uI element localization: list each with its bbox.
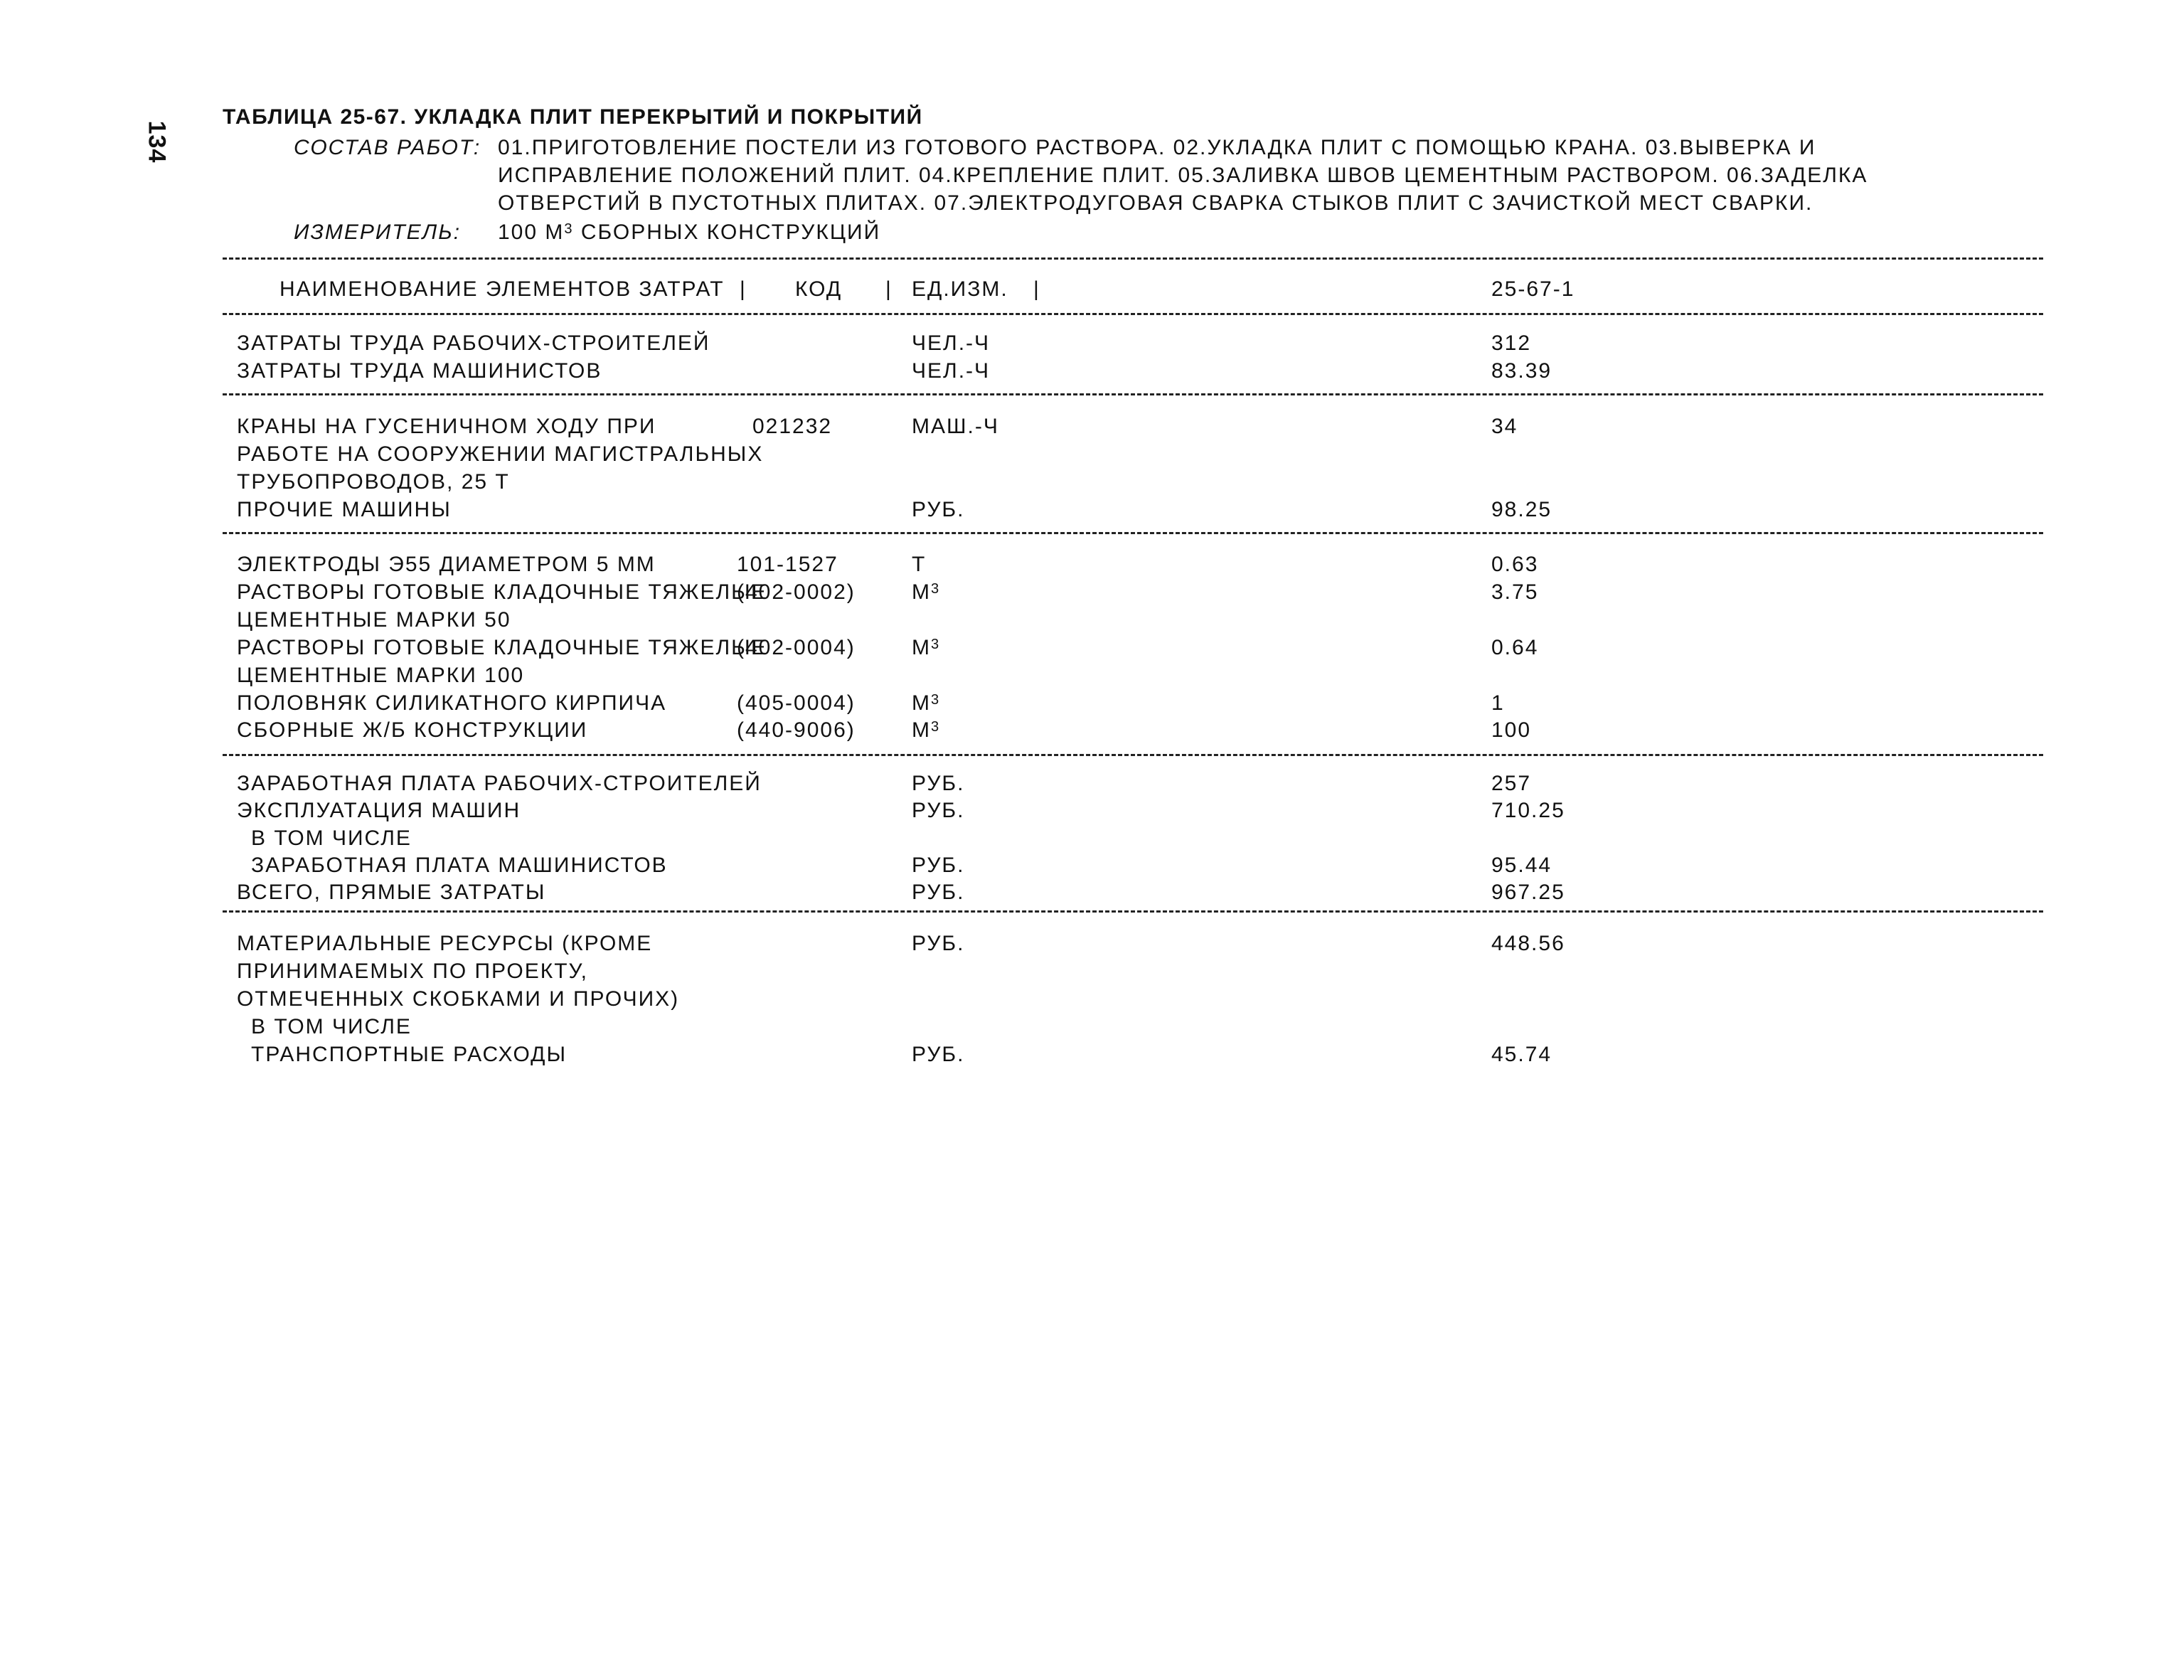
row-unit-text: РУБ. [912,772,965,795]
row-value: 98.25 [1491,498,1552,521]
row-unit-text: М [912,636,931,659]
row-unit-sup: 3 [931,637,941,652]
work-line-1: 01.ПРИГОТОВЛЕНИЕ ПОСТЕЛИ ИЗ ГОТОВОГО РАСТВОРА. 02.УКЛАДКА ПЛИТ С ПОМОЩЬЮ КРАНА. 03.ВЫВЕРКА И [498,136,1816,159]
row-value: 312 [1491,331,1532,355]
row-name: ОТМЕЧЕННЫХ СКОБКАМИ И ПРОЧИХ) [237,987,680,1011]
row-unit-text: ЧЕЛ.-Ч [912,359,991,383]
row-code: (402-0002) [737,580,856,604]
row-name: ЭКСПЛУАТАЦИЯ МАШИН [237,799,521,822]
divider [223,754,2043,756]
row-value: 967.25 [1491,881,1565,904]
row-unit [912,799,964,823]
divider [223,532,2043,534]
row-unit [912,718,940,743]
measure-unit: М [545,220,565,244]
row-unit-sup: 3 [931,719,941,735]
row-unit [912,854,964,878]
row-unit-text: РУБ. [912,1043,965,1066]
row-name: ЦЕМЕНТНЫЕ МАРКИ 100 [237,664,525,687]
divider [223,393,2043,395]
row-name: ЗАРАБОТНАЯ ПЛАТА РАБОЧИХ-СТРОИТЕЛЕЙ [237,772,762,795]
row-name: ЗАТРАТЫ ТРУДА МАШИНИСТОВ [237,359,602,383]
row-name: ТРАНСПОРТНЫЕ РАСХОДЫ [251,1043,568,1066]
row-value: 100 [1491,718,1532,742]
measure-label: ИЗМЕРИТЕЛЬ: [294,220,462,244]
row-value: 45.74 [1491,1043,1552,1066]
row-name: СБОРНЫЕ Ж/Б КОНСТРУКЦИИ [237,718,588,742]
row-unit [912,932,964,956]
row-value: 3.75 [1491,580,1539,604]
header-sep: | [1033,277,1040,301]
work-line-2: ИСПРАВЛЕНИЕ ПОЛОЖЕНИЙ ПЛИТ. 04.КРЕПЛЕНИЕ ПЛИТ. 05.ЗАЛИВКА ШВОВ ЦЕМЕНТНЫМ РАСТВОРОМ. 06.ЗАДЕЛКА [498,164,1868,187]
row-name: ЗАРАБОТНАЯ ПЛАТА МАШИНИСТОВ [251,854,668,877]
row-value: 1 [1491,691,1505,715]
row-name: ЗАТРАТЫ ТРУДА РАБОЧИХ-СТРОИТЕЛЕЙ [237,331,710,355]
row-name: РАБОТЕ НА СООРУЖЕНИИ МАГИСТРАЛЬНЫХ [237,442,764,466]
row-unit-text: ЧЕЛ.-Ч [912,331,991,355]
row-unit-text: РУБ. [912,854,965,877]
header-sep: | [740,277,747,301]
row-unit-text: Т [912,553,927,576]
row-value: 257 [1491,772,1532,795]
row-unit [912,636,940,660]
row-value: 448.56 [1491,932,1565,955]
page-number: 134 [143,120,171,164]
row-code: (440-9006) [737,718,856,742]
row-name: ЭЛЕКТРОДЫ Э55 ДИАМЕТРОМ 5 ММ [237,553,656,576]
row-unit [912,498,964,522]
row-unit [912,331,990,356]
measure-text [498,220,880,245]
divider [223,257,2043,260]
work-composition-label: СОСТАВ РАБОТ: [294,136,481,159]
header-unit: ЕД.ИЗМ. [912,277,1008,301]
row-unit-text: МАШ.-Ч [912,415,999,438]
measure-rest: СБОРНЫХ КОНСТРУКЦИЙ [580,220,881,244]
row-name: В ТОМ ЧИСЛЕ [251,1015,412,1038]
row-unit [912,691,940,716]
header-sep: | [885,277,893,301]
row-unit-text: М [912,691,931,715]
row-value: 0.64 [1491,636,1539,659]
row-unit [912,580,940,605]
row-name: ЦЕМЕНТНЫЕ МАРКИ 50 [237,608,511,632]
row-unit-text: РУБ. [912,881,965,904]
row-value: 83.39 [1491,359,1552,383]
header-code: КОД [795,277,843,301]
measure-value: 100 [498,220,538,244]
row-unit-sup: 3 [931,581,941,597]
row-name: КРАНЫ НА ГУСЕНИЧНОМ ХОДУ ПРИ [237,415,656,438]
work-line-3: ОТВЕРСТИЙ В ПУСТОТНЫХ ПЛИТАХ. 07.ЭЛЕКТРОДУГОВАЯ СВАРКА СТЫКОВ ПЛИТ С ЗАЧИСТКОЙ МЕСТ СВАРКИ. [498,191,1813,215]
row-unit-text: М [912,718,931,742]
row-value: 710.25 [1491,799,1565,822]
divider [223,313,2043,315]
measure-unit-sup: 3 [564,221,574,237]
header-name: НАИМЕНОВАНИЕ ЭЛЕМЕНТОВ ЗАТРАТ [279,277,725,301]
row-value: 0.63 [1491,553,1539,576]
row-unit-text: РУБ. [912,498,965,521]
row-name: ВСЕГО, ПРЯМЫЕ ЗАТРАТЫ [237,881,546,904]
divider [223,910,2043,913]
row-unit [912,553,926,577]
row-code: 021232 [752,415,833,438]
row-name: В ТОМ ЧИСЛЕ [251,826,412,850]
row-unit [912,359,990,383]
row-unit [912,881,964,905]
header-column-code: 25-67-1 [1491,277,1575,301]
row-code: (405-0004) [737,691,856,715]
row-name: ТРУБОПРОВОДОВ, 25 Т [237,470,510,494]
row-unit [912,772,964,796]
row-value: 34 [1491,415,1518,438]
row-unit-text: М [912,580,931,604]
row-name: РАСТВОРЫ ГОТОВЫЕ КЛАДОЧНЫЕ ТЯЖЕЛЫЕ [237,580,767,604]
row-name: ПРОЧИЕ МАШИНЫ [237,498,452,521]
row-unit-text: РУБ. [912,932,965,955]
row-value: 95.44 [1491,854,1552,877]
row-unit [912,415,999,439]
row-name: РАСТВОРЫ ГОТОВЫЕ КЛАДОЧНЫЕ ТЯЖЕЛЫЕ [237,636,767,659]
row-code: 101-1527 [737,553,838,576]
row-name: ПРИНИМАЕМЫХ ПО ПРОЕКТУ, [237,959,588,983]
table-title: ТАБЛИЦА 25-67. УКЛАДКА ПЛИТ ПЕРЕКРЫТИЙ И ПОКРЫТИЙ [223,105,923,129]
row-unit [912,1043,964,1067]
row-name: МАТЕРИАЛЬНЫЕ РЕСУРСЫ (КРОМЕ [237,932,653,955]
row-name: ПОЛОВНЯК СИЛИКАТНОГО КИРПИЧА [237,691,667,715]
row-code: (402-0004) [737,636,856,659]
row-unit-text: РУБ. [912,799,965,822]
row-unit-sup: 3 [931,692,941,708]
